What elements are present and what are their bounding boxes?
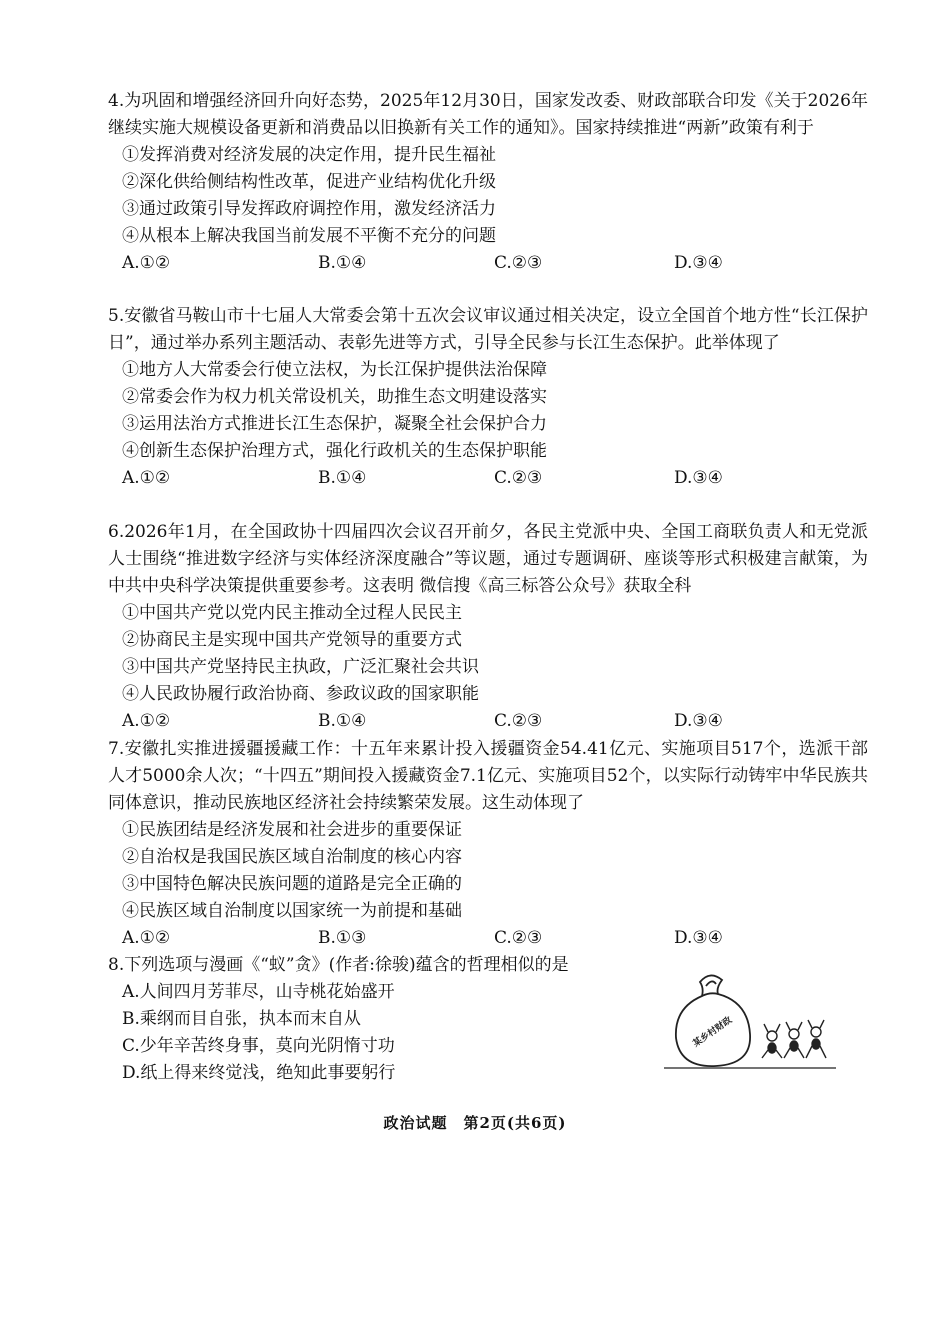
question-stem: 8.下列选项与漫画《“蚁”贪》(作者:徐骏)蕴含的哲理相似的是 xyxy=(108,955,569,975)
option-d: D.纸上得来终觉浅，绝知此事要躬行 xyxy=(122,1063,396,1083)
choice-b: B.①③ xyxy=(318,928,367,948)
statement-4: ④从根本上解决我国当前发展不平衡不充分的问题 xyxy=(122,226,496,246)
choice-c: C.②③ xyxy=(494,253,543,273)
question-stem: 7.安徽扎实推进援疆援藏工作：十五年来累计投入援疆资金54.41亿元、实施项目517个，选派干部人才5000余人次；“十四五”期间投入援藏资金7.1亿元、实施项目52个，以实际行动铸牢中华民族共同体意识，推动民族地区经济社会持续繁荣发展。这生动体现了 xyxy=(108,739,868,813)
option-b: B.乘纲而目自张，执本而末自从 xyxy=(122,1009,361,1029)
statement-3: ③运用法治方式推进长江生态保护，凝聚全社会保护合力 xyxy=(122,414,547,434)
option-c: C.少年辛苦终身事，莫向光阴惰寸功 xyxy=(122,1036,395,1056)
statement-2: ②自治权是我国民族区域自治制度的核心内容 xyxy=(122,847,462,867)
money-bag-icon xyxy=(676,975,750,1066)
statement-3: ③中国共产党坚持民主执政，广泛汇聚社会共识 xyxy=(122,657,479,677)
choice-c: C.②③ xyxy=(494,468,543,488)
statement-4: ④民族区域自治制度以国家统一为前提和基础 xyxy=(122,901,462,921)
choice-c: C.②③ xyxy=(494,711,543,731)
statement-2: ②常委会作为权力机关常设机关，助推生态文明建设落实 xyxy=(122,387,547,407)
choice-b: B.①④ xyxy=(318,711,367,731)
statement-3: ③中国特色解决民族问题的道路是完全正确的 xyxy=(122,874,462,894)
choice-d: D.③④ xyxy=(674,928,723,948)
bag-label: 某乡村财政 xyxy=(691,1015,735,1050)
question-stem: 4.为巩固和增强经济回升向好态势，2025年12月30日，国家发改委、财政部联合印发《关于2026年继续实施大规模设备更新和消费品以旧换新有关工作的通知》。国家持续推进“两新”政策有利于 xyxy=(108,91,868,138)
statement-4: ④人民政协履行政治协商、参政议政的国家职能 xyxy=(122,684,479,704)
choice-d: D.③④ xyxy=(674,711,723,731)
page-footer: 政治试题 第2页(共6页) xyxy=(383,1114,567,1132)
question-8 xyxy=(108,952,668,1087)
question-6 xyxy=(108,519,868,735)
answer-choices xyxy=(108,708,868,735)
answer-choices xyxy=(108,250,868,277)
answer-choices xyxy=(108,465,868,492)
question-stem: 5.安徽省马鞍山市十七届人大常委会第十五次会议审议通过相关决定，设立全国首个地方性“长江保护日”，通过举办系列主题活动、表彰先进等方式，引导全民参与长江生态保护。此举体现了 xyxy=(108,306,868,353)
statement-2: ②协商民主是实现中国共产党领导的重要方式 xyxy=(122,630,462,650)
question-7 xyxy=(108,736,868,952)
choice-b: B.①④ xyxy=(318,253,367,273)
statement-4: ④创新生态保护治理方式，强化行政机关的生态保护职能 xyxy=(122,441,547,461)
statement-1: ①地方人大常委会行使立法权，为长江保护提供法治保障 xyxy=(122,360,547,380)
choice-b: B.①④ xyxy=(318,468,367,488)
choice-d: D.③④ xyxy=(674,468,723,488)
choice-a: A.①② xyxy=(122,468,171,488)
question-stem: 6.2026年1月，在全国政协十四届四次会议召开前夕，各民主党派中央、全国工商联负责人和无党派人士围绕“推进数字经济与实体经济深度融合”等议题，通过专题调研、座谈等形式积极建言献策，为中共中央科学决策提供重要参考。这表明 微信搜《高三标答公众号》获取全科 xyxy=(108,522,868,596)
choice-a: A.①② xyxy=(122,928,171,948)
statement-3: ③通过政策引导发挥政府调控作用，激发经济活力 xyxy=(122,199,496,219)
statement-1: ①发挥消费对经济发展的决定作用，提升民生福祉 xyxy=(122,145,496,165)
ant-icon xyxy=(784,1022,804,1058)
ant-icon xyxy=(806,1020,826,1058)
choice-d: D.③④ xyxy=(674,253,723,273)
answer-choices xyxy=(108,925,868,952)
ant-cartoon-illustration xyxy=(660,968,840,1078)
question-4 xyxy=(108,88,868,277)
option-a: A.人间四月芳菲尽，山寺桃花始盛开 xyxy=(122,982,395,1002)
choice-a: A.①② xyxy=(122,253,171,273)
ant-icon xyxy=(762,1024,782,1058)
statement-1: ①民族团结是经济发展和社会进步的重要保证 xyxy=(122,820,462,840)
choice-a: A.①② xyxy=(122,711,171,731)
statement-1: ①中国共产党以党内民主推动全过程人民民主 xyxy=(122,603,462,623)
statement-2: ②深化供给侧结构性改革，促进产业结构优化升级 xyxy=(122,172,496,192)
choice-c: C.②③ xyxy=(494,928,543,948)
question-5 xyxy=(108,303,868,492)
